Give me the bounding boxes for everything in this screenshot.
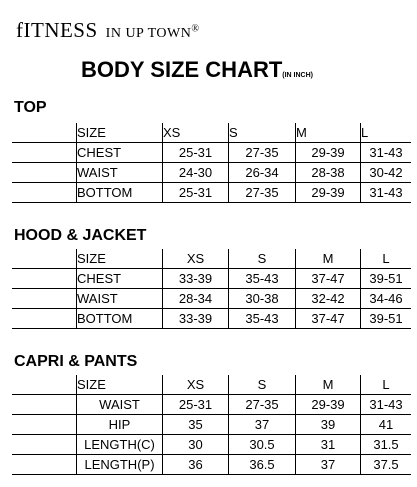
table-cell: 39 [296, 415, 361, 435]
title-main: BODY SIZE CHART [81, 57, 283, 82]
table-header-row [12, 375, 411, 395]
measurement-label: CHEST [77, 269, 163, 289]
brand-name: fITNESS [16, 18, 98, 42]
table-cell: 36.5 [229, 455, 296, 475]
measurement-label: BOTTOM [77, 183, 163, 203]
table-cell: 25-31 [163, 183, 229, 203]
table-spacer [12, 375, 77, 395]
table-spacer [12, 455, 77, 475]
brand-tagline-text: IN UP TOWN [105, 26, 192, 41]
measurement-label: WAIST [77, 289, 163, 309]
table-cell: 34-46 [361, 289, 412, 309]
table-cell: 29-39 [296, 395, 361, 415]
table-row [12, 143, 411, 163]
section-title-hood-jacket: HOOD & JACKET [14, 227, 147, 244]
table-cell: 30-38 [229, 289, 296, 309]
table-row [12, 183, 411, 203]
table-header-cell: S [229, 375, 296, 395]
table-header-row [12, 249, 411, 269]
table-header-cell: SIZE [77, 375, 163, 395]
table-cell: 30-42 [361, 163, 412, 183]
table-spacer [12, 309, 77, 329]
table-spacer [12, 269, 77, 289]
measurement-label: LENGTH(C) [77, 435, 163, 455]
table-cell: 25-31 [163, 395, 229, 415]
brand-tagline [105, 23, 200, 41]
measurement-label: WAIST [77, 163, 163, 183]
size-table-top [12, 123, 411, 203]
table-header-cell: XS [163, 375, 229, 395]
table-spacer [12, 143, 77, 163]
table-cell: 27-35 [229, 143, 296, 163]
table-spacer [12, 123, 77, 143]
table-header-row [12, 123, 411, 143]
table-cell: 31-43 [361, 183, 412, 203]
table-cell: 37-47 [296, 269, 361, 289]
table-cell: 25-31 [163, 143, 229, 163]
table-header-cell: XS [163, 123, 229, 143]
measurement-label: CHEST [77, 143, 163, 163]
table-row [12, 269, 411, 289]
table-spacer [12, 289, 77, 309]
title-unit: (IN INCH) [282, 72, 313, 79]
table-cell: 39-51 [361, 309, 412, 329]
table-cell: 37.5 [361, 455, 412, 475]
table-cell: 35-43 [229, 269, 296, 289]
table-spacer [12, 163, 77, 183]
table-spacer [12, 415, 77, 435]
measurement-label: WAIST [77, 395, 163, 415]
table-cell: 37 [296, 455, 361, 475]
table-spacer [12, 395, 77, 415]
table-cell: 33-39 [163, 269, 229, 289]
table-cell: 31-43 [361, 395, 412, 415]
table-cell: 30.5 [229, 435, 296, 455]
brand-logo [16, 18, 199, 43]
section-title-capri-pants: CAPRI & PANTS [14, 353, 138, 370]
table-cell: 31-43 [361, 143, 412, 163]
measurement-label: BOTTOM [77, 309, 163, 329]
table-cell: 33-39 [163, 309, 229, 329]
table-header-cell: S [229, 123, 296, 143]
table-spacer [12, 249, 77, 269]
section-title-top: TOP [14, 99, 47, 116]
table-cell: 35-43 [229, 309, 296, 329]
table-row [12, 289, 411, 309]
size-table-hood-jacket [12, 249, 411, 329]
table-header-cell: SIZE [77, 123, 163, 143]
table-cell: 28-34 [163, 289, 229, 309]
table-header-cell: L [361, 249, 412, 269]
table-row [12, 455, 411, 475]
table-cell: 29-39 [296, 143, 361, 163]
table-row [12, 163, 411, 183]
table-row [12, 309, 411, 329]
table-cell: 30 [163, 435, 229, 455]
table-spacer [12, 183, 77, 203]
table-row [12, 395, 411, 415]
table-header-cell: L [361, 375, 412, 395]
table-row [12, 415, 411, 435]
table-cell: 31 [296, 435, 361, 455]
table-header-cell: L [361, 123, 412, 143]
table-cell: 27-35 [229, 183, 296, 203]
table-cell: 36 [163, 455, 229, 475]
table-cell: 41 [361, 415, 412, 435]
table-cell: 35 [163, 415, 229, 435]
page-title [81, 57, 313, 83]
measurement-label: HIP [77, 415, 163, 435]
table-cell: 24-30 [163, 163, 229, 183]
table-cell: 31.5 [361, 435, 412, 455]
table-cell: 28-38 [296, 163, 361, 183]
table-header-cell: M [296, 249, 361, 269]
table-header-cell: SIZE [77, 249, 163, 269]
table-header-cell: XS [163, 249, 229, 269]
table-header-cell: M [296, 375, 361, 395]
size-table-capri-pants [12, 375, 411, 475]
table-cell: 27-35 [229, 395, 296, 415]
table-cell: 37-47 [296, 309, 361, 329]
measurement-label: LENGTH(P) [77, 455, 163, 475]
table-spacer [12, 435, 77, 455]
table-cell: 29-39 [296, 183, 361, 203]
table-row [12, 435, 411, 455]
registered-mark: ® [191, 23, 200, 35]
table-header-cell: S [229, 249, 296, 269]
table-cell: 32-42 [296, 289, 361, 309]
table-header-cell: M [296, 123, 361, 143]
table-cell: 26-34 [229, 163, 296, 183]
table-cell: 39-51 [361, 269, 412, 289]
table-cell: 37 [229, 415, 296, 435]
